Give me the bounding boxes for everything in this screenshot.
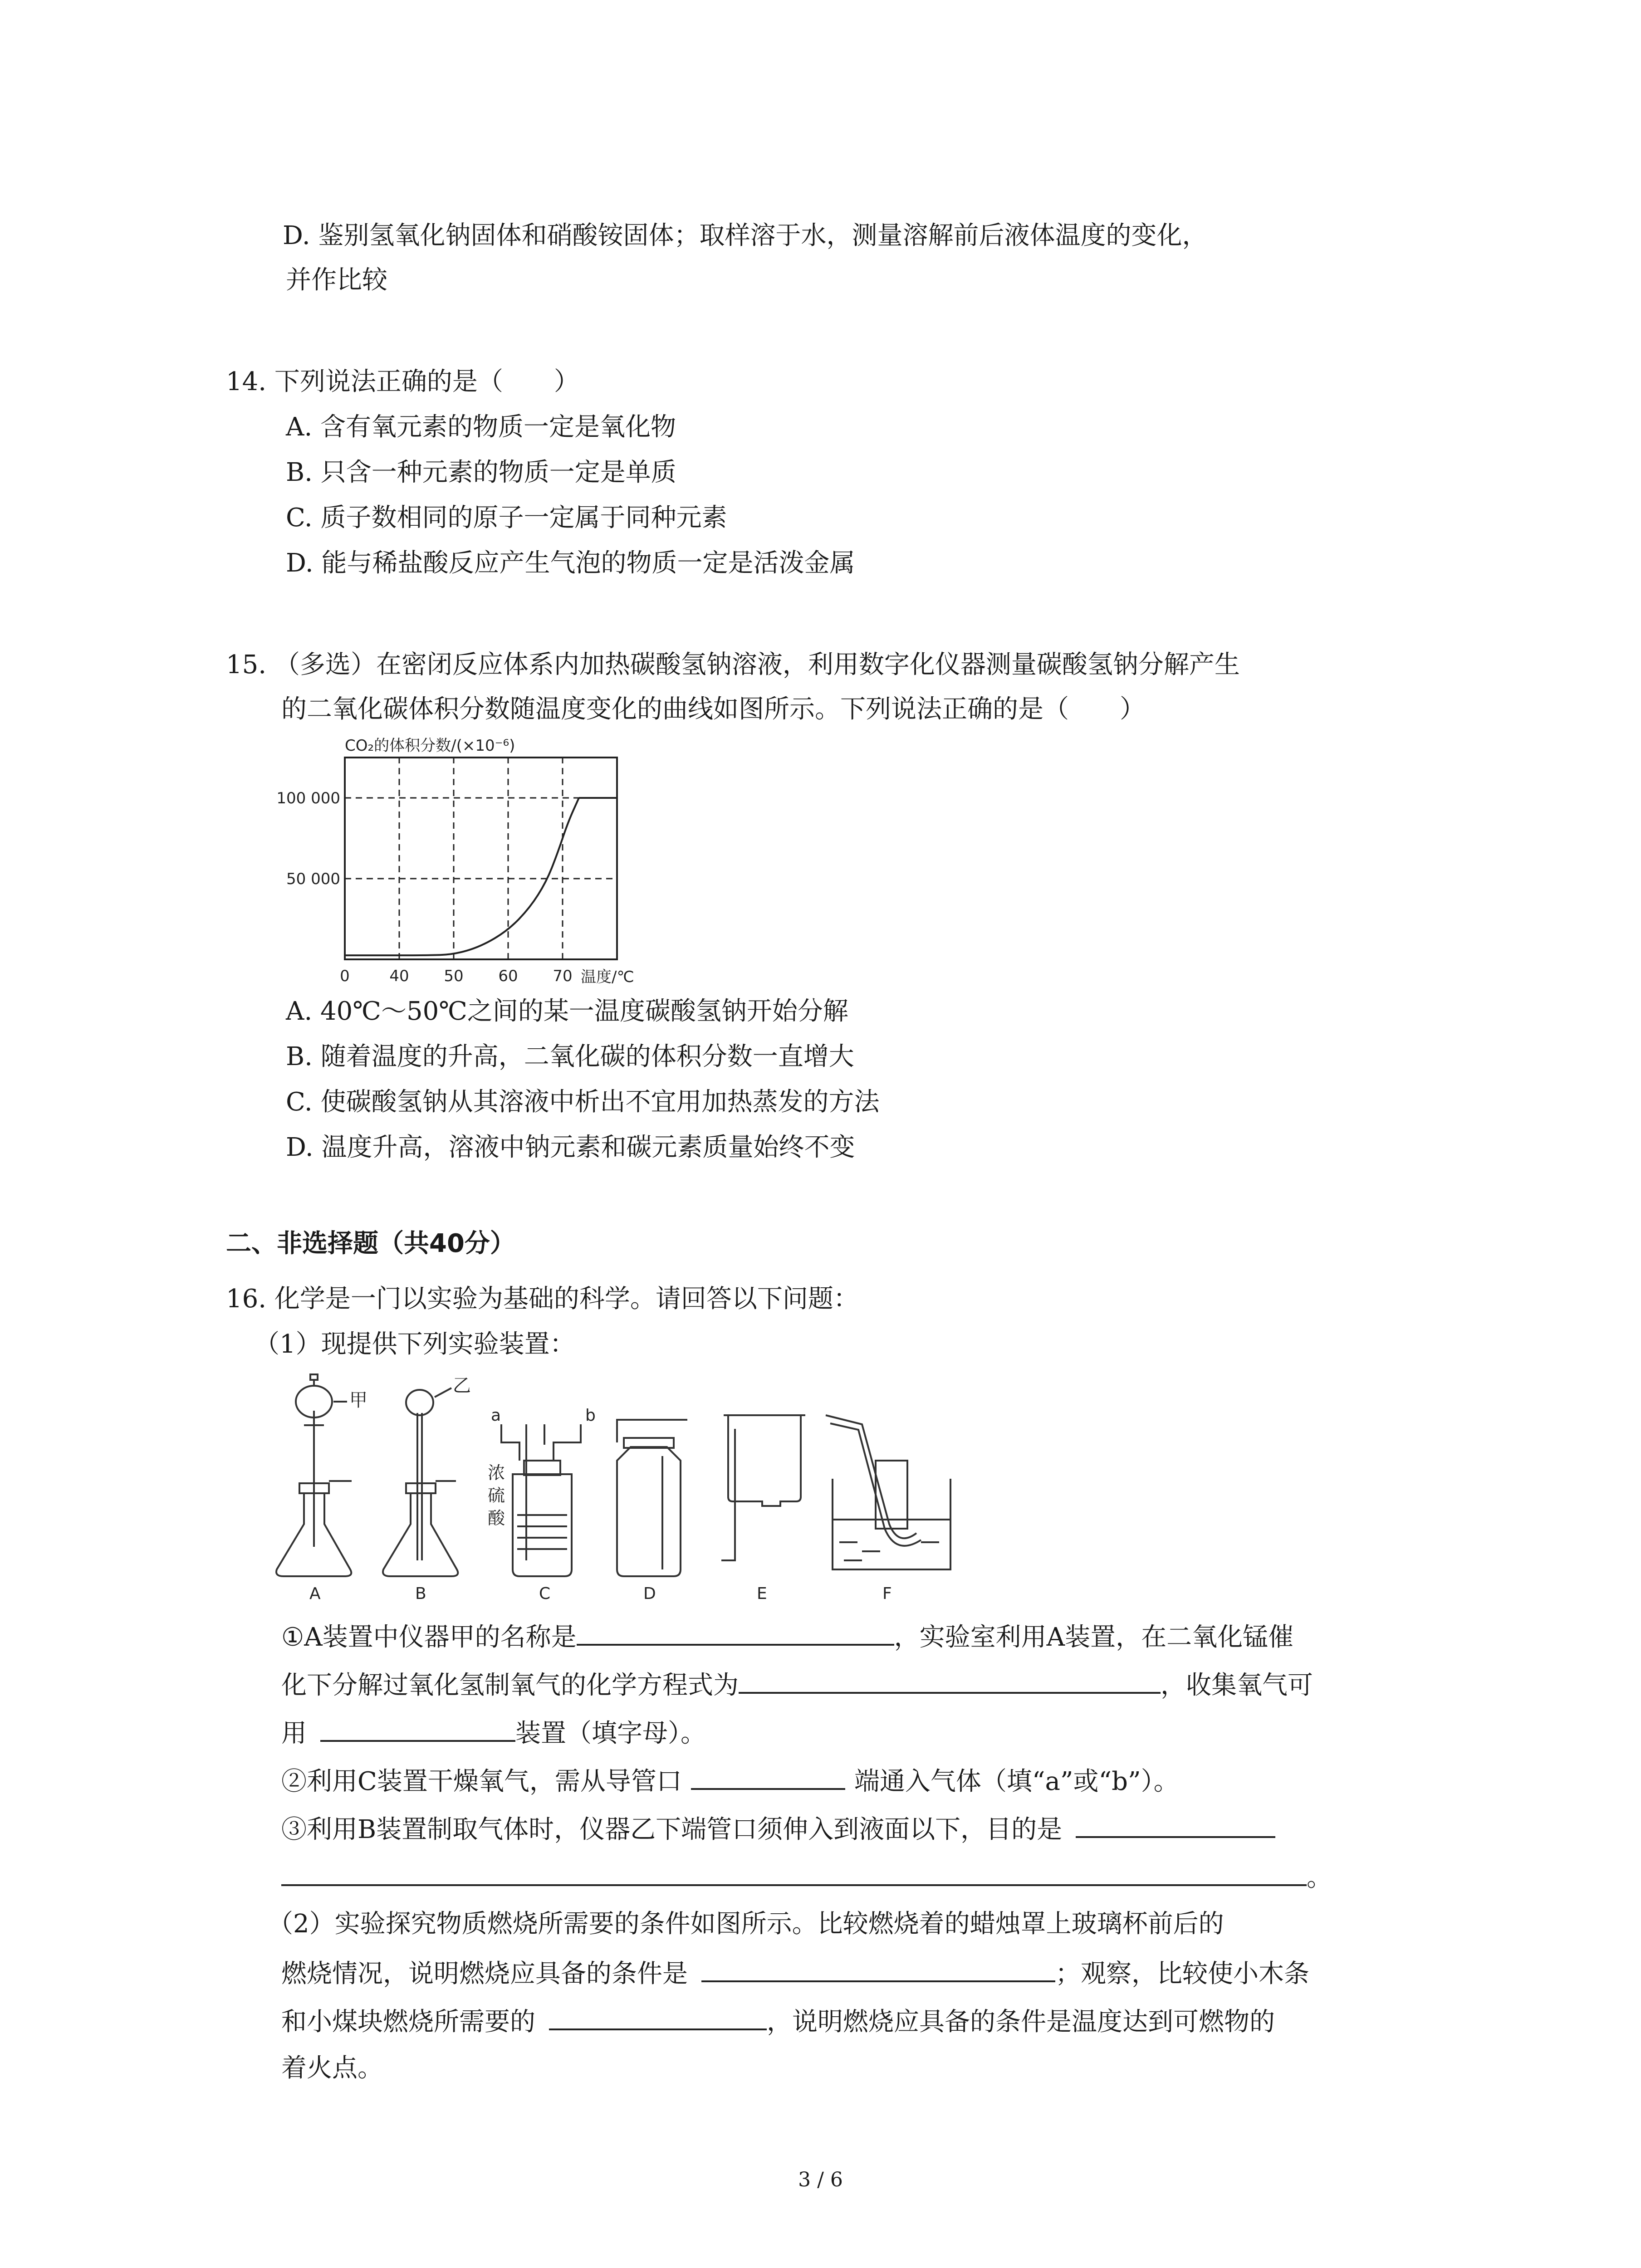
label-apparatus-a: A	[309, 1584, 321, 1601]
q16-sub1-title: （1）现提供下列实验装置：	[254, 1330, 575, 1359]
q16-sub2-line2	[281, 1956, 1309, 1990]
q16-1-text-a: ①A装置中仪器甲的名称是	[281, 1623, 577, 1652]
chart-x-tick-label: 40	[389, 967, 409, 985]
q16-1-line1	[281, 1619, 1293, 1654]
chart-plot-frame	[345, 758, 617, 959]
label-apparatus-c: C	[539, 1584, 551, 1601]
apparatus-a	[276, 1374, 352, 1576]
q16-2-text-a: ②利用C装置干燥氧气，需从导管口	[281, 1767, 682, 1796]
q16-1-line3	[281, 1716, 706, 1750]
q16-2-line	[281, 1764, 1179, 1798]
q16-1-line2	[281, 1667, 1313, 1702]
apparatus-b	[383, 1388, 458, 1576]
chart-x-tick-label: 70	[553, 967, 573, 985]
q16-3-end: 。	[1307, 1863, 1332, 1892]
q15-option-a: A. 40℃～50℃之间的某一温度碳酸氢钠开始分解	[286, 997, 848, 1026]
section2-heading: 二、非选择题（共40分）	[226, 1229, 515, 1258]
q16-3-line	[281, 1812, 1275, 1846]
q16-3-text-a: ③利用B装置制取气体时，仪器乙下端管口须伸入到液面以下，目的是	[281, 1815, 1063, 1844]
apparatus-figure	[272, 1370, 1007, 1601]
q16-sub2-line4: 着火点。	[281, 2053, 383, 2083]
q16-sub2-text-d: ，说明燃烧应具备的条件是温度达到可燃物的	[767, 2007, 1275, 2037]
answer-blank-equation[interactable]	[739, 1667, 1161, 1694]
q14-option-a: A. 含有氧元素的物质一定是氧化物	[286, 412, 676, 442]
chart-x-tick-label: 60	[498, 967, 518, 985]
answer-blank-combustion-condition[interactable]	[701, 1956, 1055, 1982]
answer-blank-required-factor[interactable]	[549, 2004, 767, 2030]
q16-sub2-line3	[281, 2004, 1275, 2038]
apparatus-e	[721, 1415, 805, 1560]
chart-y-tick-label: 50 000	[286, 870, 340, 888]
chart-series	[345, 798, 617, 955]
q14-option-c: C. 质子数相同的原子一定属于同种元素	[286, 503, 727, 533]
q16-3-line2	[281, 1860, 1332, 1894]
answer-blank-port[interactable]	[691, 1764, 845, 1790]
q15-option-c: C. 使碳酸氢钠从其溶液中析出不宜用加热蒸发的方法	[286, 1087, 880, 1117]
q16-sub2-text-b: ；观察，比较使小木条	[1055, 1959, 1309, 1989]
answer-blank-purpose-part1[interactable]	[1076, 1812, 1275, 1838]
q16-sub2-text-c: 和小煤块燃烧所需要的	[281, 2007, 535, 2037]
label-acid-3: 酸	[488, 1508, 505, 1528]
label-apparatus-d: D	[643, 1584, 656, 1601]
chart-x-axis-label: 温度/℃	[581, 968, 634, 986]
q13-option-d-line1: D. 鉴别氢氧化钠固体和硝酸铵固体；取样溶于水，测量溶解前后液体温度的变化，	[283, 221, 1208, 250]
chart-y-axis-label: CO₂的体积分数/(×10⁻⁶)	[345, 737, 515, 755]
label-yi: 乙	[453, 1375, 471, 1396]
q14-stem: 14. 下列说法正确的是（ ）	[226, 367, 579, 396]
q15-option-b: B. 随着温度的升高，二氧化碳的体积分数一直增大	[286, 1042, 854, 1071]
label-apparatus-f: F	[882, 1584, 892, 1601]
chart-grid	[345, 758, 617, 959]
q16-2-text-b: 端通入气体（填“a”或“b”）。	[854, 1767, 1179, 1796]
co2-temperature-chart	[254, 733, 662, 991]
answer-blank-instrument-name[interactable]	[577, 1619, 894, 1646]
q13-option-d-line2: 并作比较	[286, 265, 387, 295]
q16-1-text-b: ，实验室利用A装置，在二氧化锰催	[894, 1623, 1294, 1652]
q16-1-text-c: 化下分解过氧化氢制氧气的化学方程式为	[281, 1671, 739, 1700]
label-apparatus-e: E	[757, 1584, 767, 1601]
q16-sub2-line1: （2）实验探究物质燃烧所需要的条件如图所示。比较燃烧着的蜡烛罩上玻璃杯前后的	[268, 1909, 1224, 1939]
page-number: 3 / 6	[798, 2168, 843, 2191]
q16-stem: 16. 化学是一门以实验为基础的科学。请回答以下问题：	[226, 1284, 859, 1314]
label-apparatus-b: B	[415, 1584, 426, 1601]
q16-1-text-e: 用	[281, 1719, 307, 1748]
q15-option-d: D. 温度升高，溶液中钠元素和碳元素质量始终不变	[286, 1133, 855, 1162]
chart-y-tick-label: 100 000	[276, 789, 340, 807]
q14-option-b: B. 只含一种元素的物质一定是单质	[286, 458, 676, 487]
q15-stem-line1: 15. （多选）在密闭反应体系内加热碳酸氢钠溶液，利用数字化仪器测量碳酸氢钠分解产生	[226, 650, 1240, 679]
q16-sub2-text-a: 燃烧情况，说明燃烧应具备的条件是	[281, 1959, 688, 1989]
label-port-b: b	[585, 1406, 596, 1425]
chart-series-line	[345, 798, 579, 955]
q16-1-text-f: 装置（填字母）。	[515, 1719, 706, 1748]
q14-option-d: D. 能与稀盐酸反应产生气泡的物质一定是活泼金属	[286, 548, 855, 578]
apparatus-d	[617, 1420, 687, 1576]
q15-stem-line2: 的二氧化碳体积分数随温度变化的曲线如图所示。下列说法正确的是（ ）	[281, 694, 1145, 724]
answer-blank-collect-device[interactable]	[320, 1716, 515, 1742]
label-acid-1: 浓	[488, 1463, 505, 1483]
label-jia: 甲	[349, 1390, 367, 1411]
apparatus-f	[826, 1415, 950, 1569]
q16-1-text-d: ，收集氧气可	[1161, 1671, 1313, 1700]
apparatus-c	[501, 1424, 581, 1576]
chart-x-tick-label: 0	[340, 967, 350, 985]
label-port-a: a	[491, 1406, 501, 1425]
answer-blank-purpose-part2[interactable]	[281, 1860, 1307, 1886]
chart-x-tick-label: 50	[444, 967, 464, 985]
label-acid-2: 硫	[488, 1486, 505, 1505]
